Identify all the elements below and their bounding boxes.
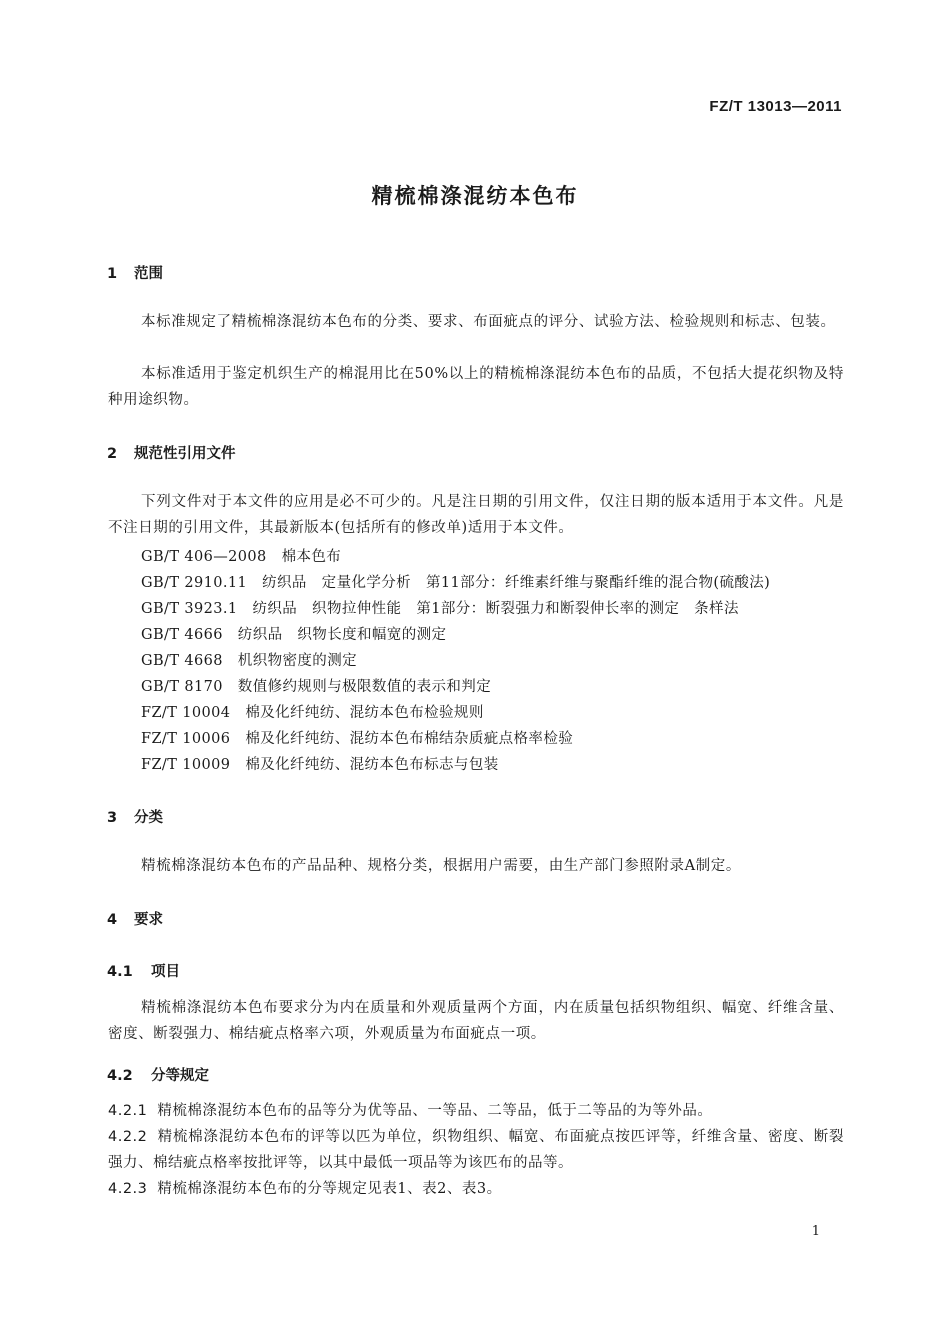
reference-item: FZ/T 10004 棉及化纤纯纺、混纺本色布检验规则 — [141, 705, 484, 721]
clause-number: 4.2.1 — [108, 1103, 148, 1119]
section-3-paragraph-1: 精梳棉涤混纺本色布的产品品种、规格分类，根据用户需要，由生产部门参照附录A制定。 — [141, 858, 741, 874]
reference-item: GB/T 8170 数值修约规则与极限数值的表示和判定 — [141, 679, 492, 695]
section-4-heading — [107, 908, 163, 929]
section-3-heading — [107, 806, 163, 827]
subsection-4-2-heading — [107, 1064, 209, 1085]
section-2-paragraph-1: 下列文件对于本文件的应用是必不可少的。凡是注日期的引用文件，仅注日期的版本适用于本文件。凡是不注日期的引用文件，其最新版本(包括所有的修改单)适用于本文件。 — [108, 494, 844, 536]
reference-item: FZ/T 10009 棉及化纤纯纺、混纺本色布标志与包装 — [141, 757, 499, 773]
section-title: 规范性引用文件 — [134, 446, 236, 462]
section-title: 要求 — [134, 912, 163, 928]
section-number: 1 — [107, 266, 118, 282]
reference-item: FZ/T 10006 棉及化纤纯纺、混纺本色布棉结杂质疵点格率检验 — [141, 731, 574, 747]
subsection-4-1-heading — [107, 960, 180, 981]
standard-code: FZ/T 13013—2011 — [709, 98, 842, 115]
subsection-title: 分等规定 — [151, 1068, 209, 1084]
clause-text: 精梳棉涤混纺本色布的评等以匹为单位，织物组织、幅宽、布面疵点按匹评等，纤维含量、密度、断裂强力、棉结疵点格率按批评等，以其中最低一项品等为该匹布的品等。 — [108, 1129, 844, 1171]
subsection-4-1-paragraph: 精梳棉涤混纺本色布要求分为内在质量和外观质量两个方面，内在质量包括织物组织、幅宽、纤维含量、密度、断裂强力、棉结疵点格率六项，外观质量为布面疵点一项。 — [108, 1000, 844, 1042]
section-1-paragraph-2: 本标准适用于鉴定机织生产的棉混用比在50%以上的精梳棉涤混纺本色布的品质，不包括大提花织物及特种用途织物。 — [108, 366, 844, 408]
subsection-title: 项目 — [151, 964, 180, 980]
reference-item: GB/T 4668 机织物密度的测定 — [141, 653, 358, 669]
reference-item: GB/T 406—2008 棉本色布 — [141, 549, 342, 565]
reference-item: GB/T 2910.11 纺织品 定量化学分析 第11部分：纤维素纤维与聚酯纤维的混合物(硫酸法) — [141, 575, 771, 591]
clause-4-2-3 — [108, 1176, 844, 1202]
section-number: 3 — [107, 810, 118, 826]
clause-4-2-2 — [108, 1124, 844, 1176]
clause-number: 4.2.2 — [108, 1129, 148, 1145]
clause-text: 精梳棉涤混纺本色布的品等分为优等品、一等品、二等品，低于二等品的为等外品。 — [157, 1103, 713, 1119]
reference-item: GB/T 3923.1 纺织品 织物拉伸性能 第1部分：断裂强力和断裂伸长率的测定 条样法 — [141, 601, 739, 617]
reference-item: GB/T 4666 纺织品 织物长度和幅宽的测定 — [141, 627, 447, 643]
section-number: 4 — [107, 912, 118, 928]
section-2-heading — [107, 442, 236, 463]
clause-4-2-1 — [108, 1098, 844, 1124]
section-1-heading — [107, 262, 163, 283]
document-title: 精梳棉涤混纺本色布 — [371, 184, 579, 208]
section-title: 范围 — [134, 266, 163, 282]
subsection-number: 4.1 — [107, 964, 133, 980]
section-1-paragraph-1: 本标准规定了精梳棉涤混纺本色布的分类、要求、布面疵点的评分、试验方法、检验规则和标志、包装。 — [141, 314, 836, 330]
section-number: 2 — [107, 446, 118, 462]
clause-text: 精梳棉涤混纺本色布的分等规定见表1、表2、表3。 — [157, 1181, 502, 1197]
section-title: 分类 — [134, 810, 163, 826]
page-number: 1 — [811, 1224, 820, 1239]
clause-number: 4.2.3 — [108, 1181, 148, 1197]
subsection-number: 4.2 — [107, 1068, 133, 1084]
